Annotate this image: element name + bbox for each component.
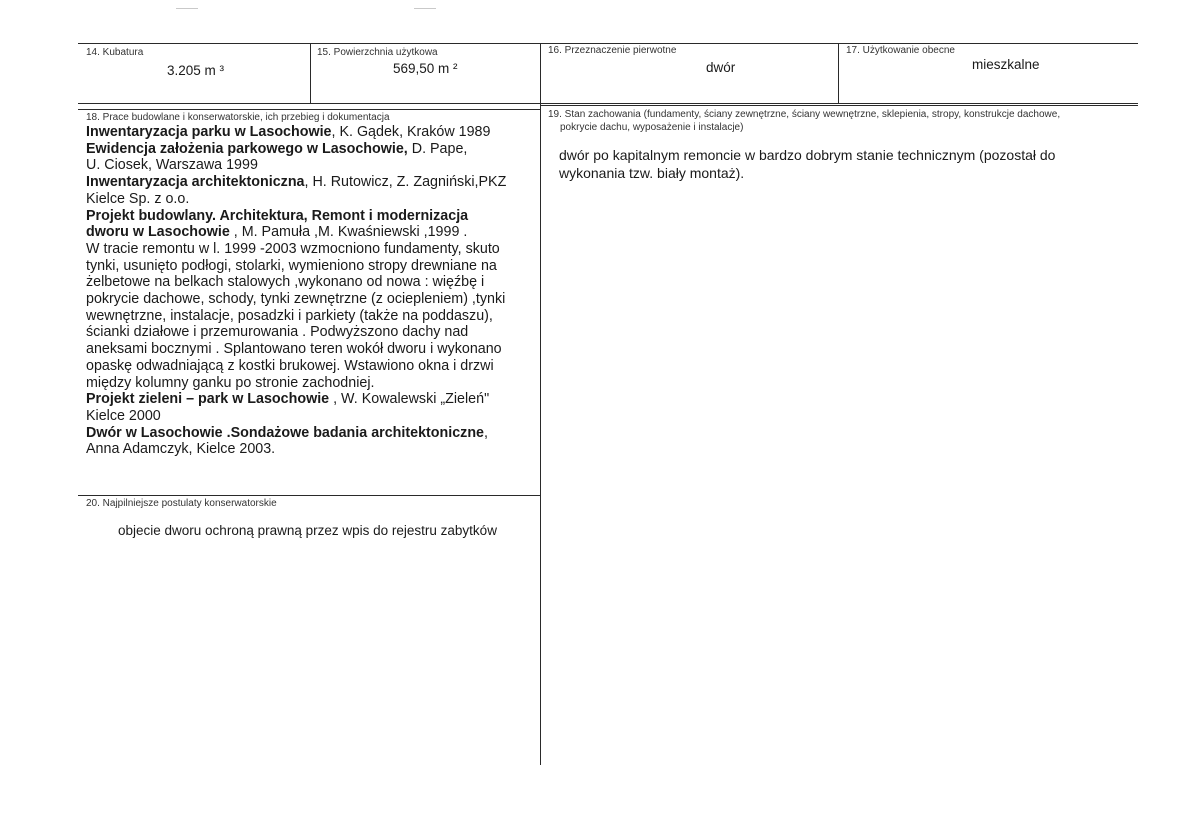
field-16-value: dwór <box>706 60 736 75</box>
section-18-line <box>86 224 506 241</box>
section-18-line <box>86 425 506 442</box>
scan-mark-top-left <box>176 8 198 9</box>
section-18-content <box>86 124 506 458</box>
section-18-line-text: W tracie remontu w l. 1999 -2003 wzmocniono fundamenty, skuto <box>86 240 500 257</box>
section-18-line <box>86 258 506 275</box>
section-18-line-text: , H. Rutowicz, Z. Zagniński,PKZ <box>304 174 507 191</box>
section-18-line-text: D. Pape, <box>407 140 468 157</box>
section-18-line <box>86 341 506 358</box>
divider-16-17 <box>838 43 839 103</box>
section-18-line-text: tynki, usunięto podłogi, stolarki, wymieniono stropy drewniane na <box>86 257 497 274</box>
section-18-line <box>86 191 506 208</box>
section-18-line <box>86 291 506 308</box>
section-18-line-text: Anna Adamczyk, Kielce 2003. <box>86 441 276 458</box>
section-18-line <box>86 391 506 408</box>
section-18-line-text: aneksami bocznymi . Splantowano teren wokół dworu i wykonano <box>86 341 502 358</box>
section-18-line-text: między kolumny ganku po stronie zachodniej. <box>86 374 375 391</box>
section-18-line <box>86 141 506 158</box>
section-18-line <box>86 241 506 258</box>
section-18-line-text: U. Ciosek, Warszawa 1999 <box>86 157 258 174</box>
section-18-line-text: pokrycie dachowe, schody, tynki zewnętrzne (z ociepleniem) ,tynki <box>86 291 506 308</box>
section-18-line <box>86 124 506 141</box>
section20-top-line <box>78 495 540 496</box>
section-18-line <box>86 408 506 425</box>
section-18-line-text: , W. Kowalewski „Zieleń" <box>329 391 490 408</box>
section-18-line <box>86 174 506 191</box>
field-14-value: 3.205 m ³ <box>167 63 225 78</box>
section-18-line <box>86 274 506 291</box>
field-15-value: 569,50 m ² <box>393 61 458 76</box>
section-18-line-bold: Inwentaryzacja parku w Lasochowie <box>86 124 332 140</box>
section-18-line-text: opaskę odwadniającą z kostki brukowej. Wstawiono okna i drzwi <box>86 357 494 374</box>
section-18-line <box>86 157 506 174</box>
section-18-line-text: Kielce Sp. z o.o. <box>86 190 190 207</box>
section-18-line-text: , K. Gądek, Kraków 1989 <box>331 124 491 140</box>
section-19-text-line2: wykonania tzw. biały montaż). <box>559 165 745 181</box>
section18-top-line <box>78 109 540 110</box>
section19-top-line <box>540 105 1138 106</box>
section-18-line-text: żelbetowe na belkach stalowych ,wykonano od nowa : więźbę i <box>86 274 485 291</box>
scan-mark-top-center <box>414 8 436 9</box>
row1-bottom-line <box>78 103 1138 104</box>
main-column-divider <box>540 103 541 765</box>
divider-14-15 <box>310 43 311 103</box>
section-18-line-bold: Dwór w Lasochowie .Sondażowe badania architektoniczne <box>86 424 485 441</box>
divider-15-16 <box>540 43 541 103</box>
section-18-line <box>86 375 506 392</box>
section-20-label: 20. Najpilniejsze postulaty konserwatorskie <box>86 498 277 509</box>
section-18-line-text: , M. Pamuła ,M. Kwaśniewski ,1999 . <box>229 224 468 241</box>
section-18-line-bold: Ewidencja założenia parkowego w Lasochowie, <box>86 140 408 157</box>
section-18-line-text: , <box>484 424 488 441</box>
section-19-text-line1: dwór po kapitalnym remoncie w bardzo dobrym stanie technicznym (pozostał do <box>559 147 1056 163</box>
section-18-line-bold: Projekt zieleni – park w Lasochowie <box>86 391 330 408</box>
section-18-line <box>86 208 506 225</box>
section-18-line-text: wewnętrzne, instalacje, posadzki i parkiety (także na poddaszu), <box>86 307 493 324</box>
section-18-line <box>86 308 506 325</box>
field-17-label: 17. Użytkowanie obecne <box>846 45 955 56</box>
section-18-line <box>86 441 506 458</box>
section-18-line-bold: dworu w Lasochowie <box>86 224 230 241</box>
field-16-label: 16. Przeznaczenie pierwotne <box>548 45 677 56</box>
field-17-value: mieszkalne <box>972 57 1040 72</box>
field-15-label: 15. Powierzchnia użytkowa <box>317 47 438 58</box>
section-18-label: 18. Prace budowlane i konserwatorskie, ich przebieg i dokumentacja <box>86 112 390 123</box>
section-18-line <box>86 358 506 375</box>
section-19-label-line2: pokrycie dachu, wyposażenie i instalacje) <box>560 122 744 133</box>
section-18-line-text: ścianki działowe i przemurowania . Podwyższono dachy nad <box>86 324 469 341</box>
section-19-label-line1: 19. Stan zachowania (fundamenty, ściany zewnętrzne, ściany wewnętrzne, sklepienia, stropy, konstrukcje dachowe, <box>548 109 1061 120</box>
field-14-label: 14. Kubatura <box>86 47 144 58</box>
section-18-line <box>86 324 506 341</box>
section-18-line-bold: Inwentaryzacja architektoniczna <box>86 174 305 191</box>
section-20-text: objecie dworu ochroną prawną przez wpis do rejestru zabytków <box>118 523 497 538</box>
top-border-line <box>78 43 1138 44</box>
section-18-line-bold: Projekt budowlany. Architektura, Remont i modernizacja <box>86 207 469 224</box>
section-18-line-text: Kielce 2000 <box>86 407 161 424</box>
